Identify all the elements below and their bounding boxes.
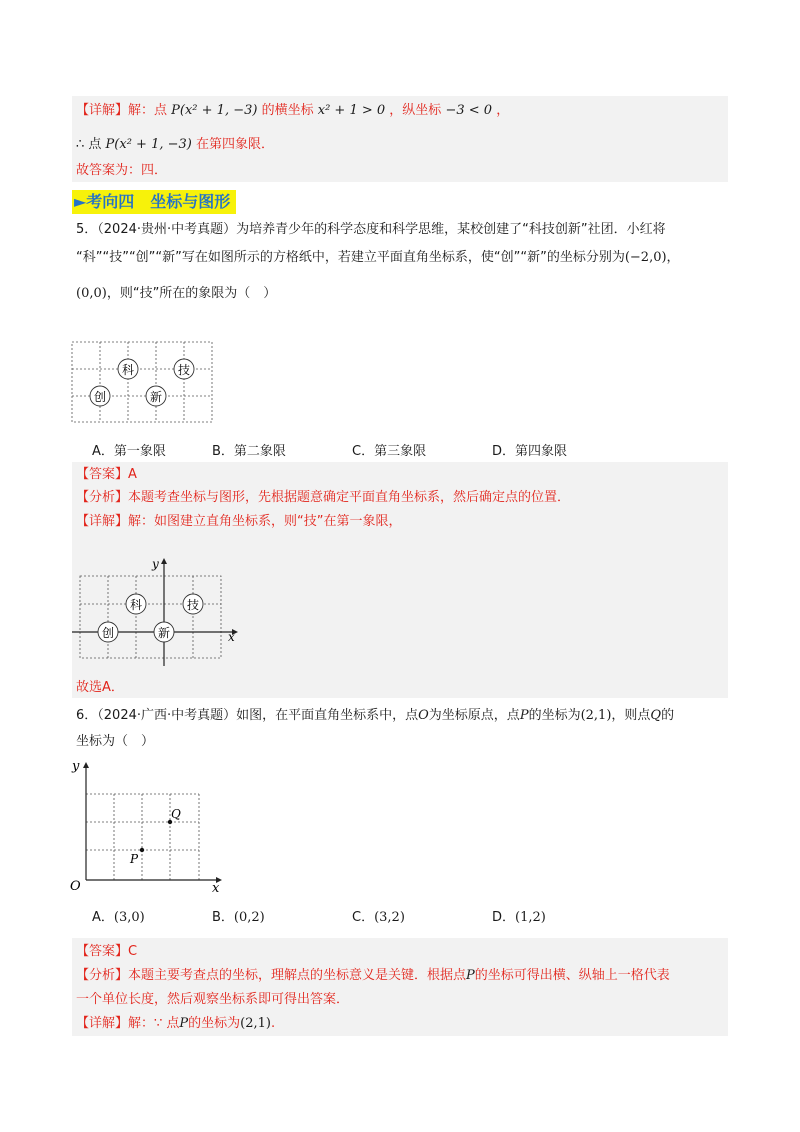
q6-option-d[interactable]: D．(1,2) [492, 910, 546, 925]
q5-analysis: 【分析】本题考查坐标与图形，先根据题意确定平面直角坐标系，然后确定点的位置． [76, 490, 571, 505]
detail-line-2: ∴ 点 P(x² + 1, −3) 在第四象限． [76, 137, 274, 152]
point-p-label: P [130, 852, 139, 866]
axis-y-label: y [152, 557, 159, 571]
q5-option-d[interactable]: D．第四象限 [492, 444, 568, 459]
graph-x-label: x [212, 881, 220, 896]
q6-analysis-2: 一个单位长度，然后观察坐标系即可得出答案． [76, 992, 350, 1007]
graph-y-label: y [72, 759, 80, 774]
q6-detail: 【详解】解：∵ 点P的坐标为(2,1). [76, 1016, 276, 1031]
q5-grid-figure [70, 340, 218, 426]
svg-text:技: 技 [186, 598, 200, 612]
q5-line-1: 5．（2024·贵州·中考真题）为培养青少年的科学态度和科学思维，某校创建了“科技创新”社团．小红将 [76, 222, 666, 237]
q6-option-c[interactable]: C．(3,2) [352, 910, 405, 925]
q6-analysis-1: 【分析】本题主要考查点的坐标，理解点的坐标意义是关键．根据点P的坐标可得出横、纵轴上一格代表 [76, 968, 670, 983]
q5-coordinate-figure [72, 556, 242, 668]
q5-line-3: (0,0)，则“技”所在的象限为（ ） [76, 286, 277, 301]
section-heading: ►考向四 坐标与图形 [72, 190, 236, 214]
q6-line-1: 6．（2024·广西·中考真题）如图，在平面直角坐标系中，点O为坐标原点，点P的坐标为(2,1)，则点Q的 [76, 708, 675, 723]
q6-coordinate-graph [66, 756, 231, 896]
axis-x-label: x [228, 630, 235, 644]
point-q-label: Q [171, 807, 181, 821]
char-ji: 技 [177, 363, 191, 377]
q5-option-c[interactable]: C．第三象限 [352, 444, 427, 459]
detail-line-3: 故答案为：四． [76, 163, 168, 178]
q6-option-a[interactable]: A．(3,0) [92, 910, 145, 925]
q6-option-b[interactable]: B．(0,2) [212, 910, 265, 925]
point-p [140, 848, 144, 852]
q5-detail: 【详解】解：如图建立直角坐标系，则“技”在第一象限， [76, 514, 402, 529]
q5-answer: 【答案】A [76, 467, 137, 482]
char-chuang: 创 [93, 390, 107, 404]
q5-conclusion: 故选A． [76, 680, 124, 695]
detail-line-1: 【详解】解：点 P(x² + 1, −3) 的横坐标 x² + 1 > 0 ，纵坐标 −3 < 0 ， [76, 103, 510, 118]
expr-p: P(x² + 1, −3) [171, 103, 258, 118]
q5-option-b[interactable]: B．第二象限 [212, 444, 286, 459]
svg-text:新: 新 [157, 626, 171, 640]
q6-line-2: 坐标为（ ） [76, 734, 155, 749]
svg-text:创: 创 [101, 626, 115, 640]
char-xin: 新 [149, 390, 163, 404]
q5-line-2: “科”“技”“创”“新”写在如图所示的方格纸中，若建立平面直角坐标系，使“创”“新”的坐标分别为(−2,0)， [76, 250, 680, 265]
graph-origin-label: O [70, 879, 81, 894]
q5-option-a[interactable]: A．第一象限 [92, 444, 166, 459]
q6-answer: 【答案】C [76, 944, 138, 959]
char-ke: 科 [121, 363, 135, 377]
svg-text:科: 科 [129, 598, 143, 612]
